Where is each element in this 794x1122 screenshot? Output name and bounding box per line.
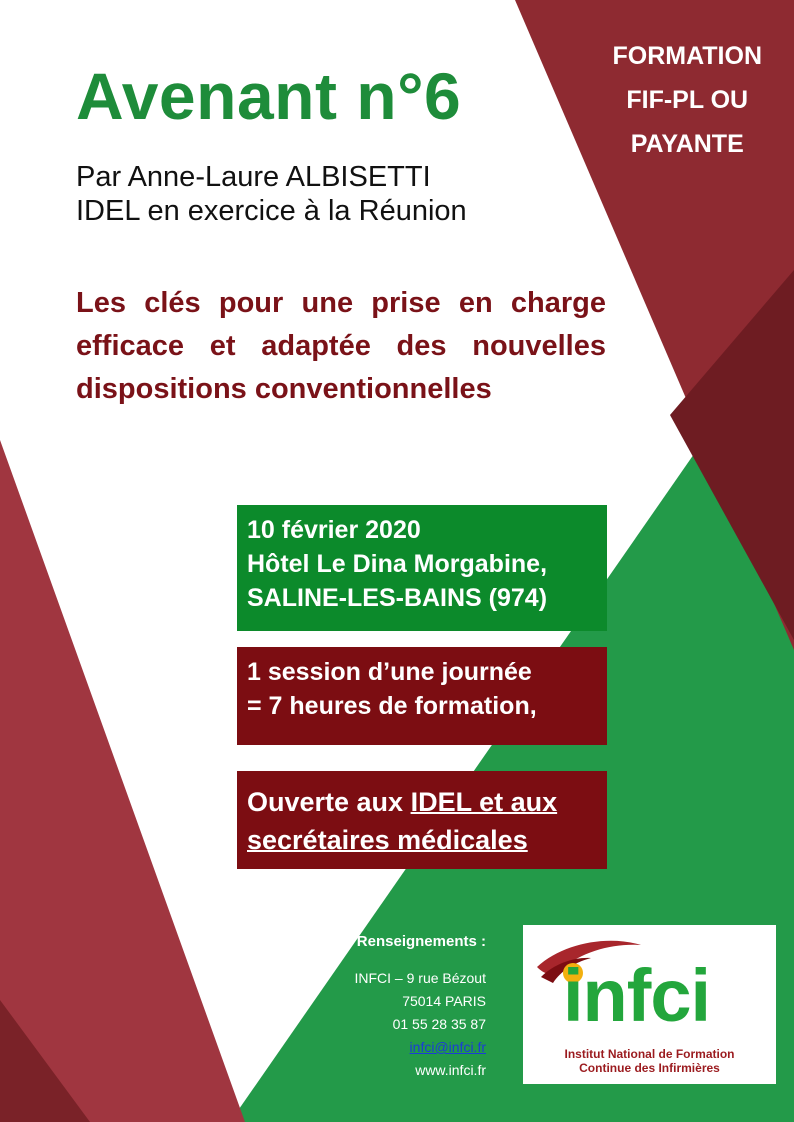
logo-subtitle-1: Institut National de Formation — [564, 1047, 735, 1061]
audience-secretaries: secrétaires médicales — [247, 825, 528, 855]
formation-type-label — [612, 34, 762, 166]
author-name: Par Anne-Laure ALBISETTI — [76, 161, 431, 193]
event-place: SALINE-LES-BAINS (974) — [247, 584, 548, 612]
contact-website[interactable]: www.infci.fr — [415, 1062, 486, 1078]
session-line-2: = 7 heures de formation, — [247, 692, 537, 720]
event-date: 10 février 2020 — [247, 516, 421, 544]
page-title: Avenant n°6 — [76, 59, 462, 133]
formation-line-1: FORMATION — [612, 42, 762, 70]
contact-email-link[interactable]: infci@infci.fr — [409, 1039, 486, 1055]
author-role: IDEL en exercice à la Réunion — [76, 195, 467, 227]
bg-red-left-triangle — [0, 440, 245, 1122]
session-info-box — [237, 647, 607, 745]
formation-line-3: PAYANTE — [630, 130, 744, 158]
contact-block — [290, 930, 486, 1082]
contact-address-2: 75014 PARIS — [402, 993, 486, 1009]
contact-address-1: INFCI – 9 rue Bézout — [354, 970, 486, 986]
contact-phone: 01 55 28 35 87 — [392, 1016, 486, 1032]
tagline: Les clés pour une prise en charge efficace et adaptée des nouvelles dispositions conventionnelles — [76, 287, 606, 405]
logo-subtitle-2: Continue des Infirmières — [579, 1061, 720, 1075]
logo-wordmark: infci — [563, 954, 711, 1037]
audience-box — [237, 771, 607, 869]
infci-logo — [523, 925, 776, 1084]
event-venue: Hôtel Le Dina Morgabine, — [247, 550, 548, 578]
formation-line-2: FIF-PL OU — [626, 86, 749, 114]
contact-heading: Renseignements : — [356, 933, 486, 950]
audience-prefix: Ouverte aux — [247, 787, 411, 817]
session-line-1: 1 session d’une journée — [247, 658, 532, 686]
author-block — [76, 160, 467, 228]
logo-subtitle — [523, 1047, 776, 1075]
event-info-box — [237, 505, 607, 631]
audience-idel: IDEL et aux — [410, 787, 558, 817]
